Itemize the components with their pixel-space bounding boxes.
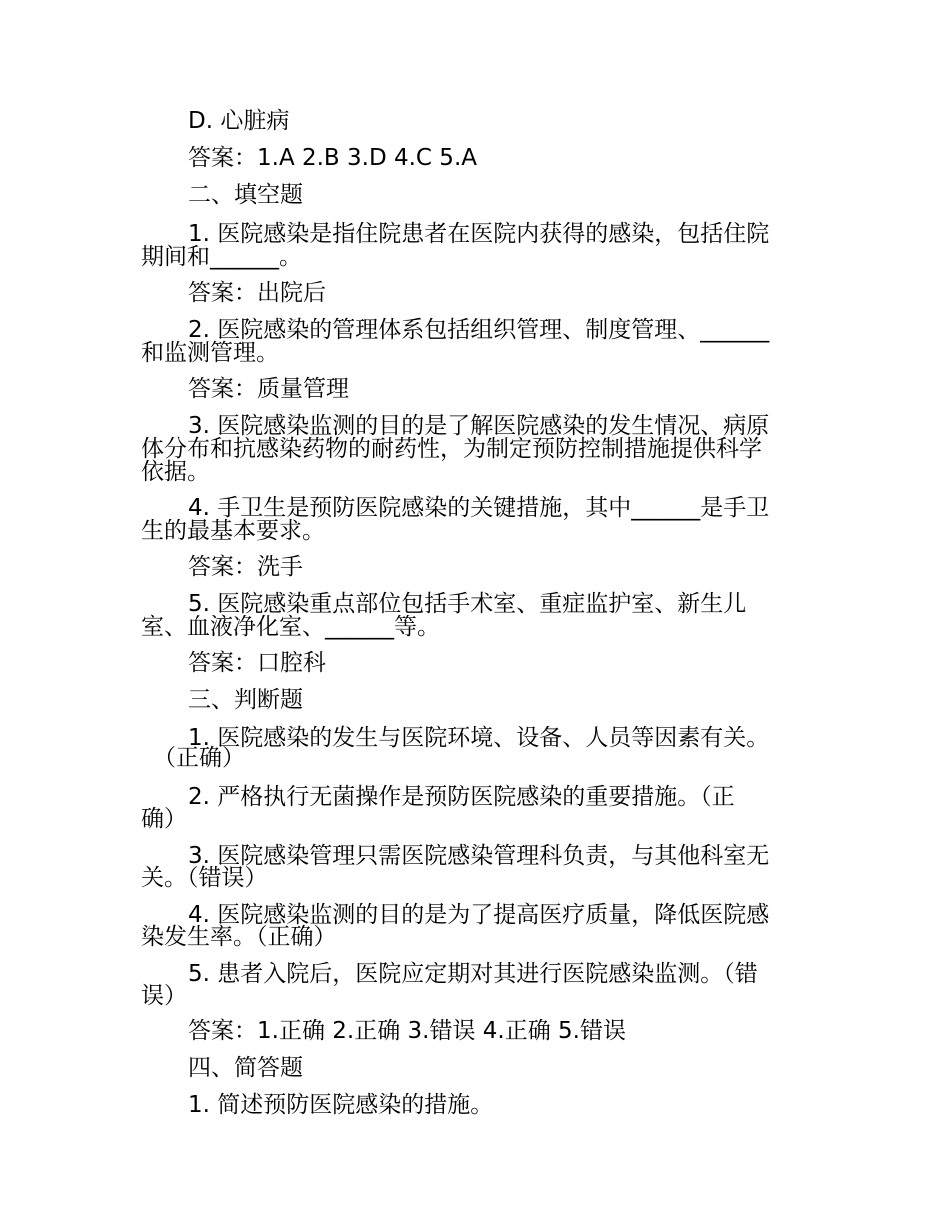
answer-choice: 答案：1.A 2.B 3.D 4.C 5.A bbox=[188, 145, 477, 171]
question-text: 生的最基本要求。 bbox=[141, 518, 325, 544]
answer-text: 答案：出院后 bbox=[188, 280, 326, 306]
question-text: 1. 医院感染的发生与医院环境、设备、人员等因素有关。 bbox=[188, 725, 770, 751]
section-heading-fill-blank: 二、填空题 bbox=[188, 182, 303, 208]
section-heading-true-false: 三、判断题 bbox=[188, 687, 303, 713]
answer-text: 答案：质量管理 bbox=[188, 376, 349, 402]
question-text: 5. 患者入院后，医院应定期对其进行医院感染监测。（错 bbox=[188, 961, 758, 987]
option-d: D. 心脏病 bbox=[188, 108, 290, 134]
answer-true-false: 答案：1.正确 2.正确 3.错误 4.正确 5.错误 bbox=[188, 1018, 626, 1044]
answer-text: 答案：口腔科 bbox=[188, 650, 326, 676]
question-text: （正确） bbox=[153, 745, 245, 771]
question-text: 染发生率。（正确） bbox=[141, 924, 337, 950]
question-text: 误） bbox=[141, 983, 187, 1009]
question-text: 5. 医院感染重点部位包括手术室、重症监护室、新生儿 bbox=[188, 591, 747, 617]
question-text: 室、血液净化室、______等。 bbox=[141, 614, 440, 640]
question-text: 2. 严格执行无菌操作是预防医院感染的重要措施。（正 bbox=[188, 784, 735, 810]
question-text: 1. 医院感染是指住院患者在医院内获得的感染，包括住院 bbox=[188, 221, 770, 247]
section-heading-short-answer: 四、简答题 bbox=[188, 1055, 303, 1081]
question-text: 3. 医院感染管理只需医院感染管理科负责，与其他科室无 bbox=[188, 843, 770, 869]
question-text: 关。（错误） bbox=[141, 865, 268, 891]
answer-text: 答案：洗手 bbox=[188, 554, 303, 580]
question-text: 4. 手卫生是预防医院感染的关键措施，其中______是手卫 bbox=[188, 495, 770, 521]
question-text: 4. 医院感染监测的目的是为了提高医疗质量，降低医院感 bbox=[188, 902, 770, 928]
question-text: 确） bbox=[141, 806, 187, 832]
question-text: 体分布和抗感染药物的耐药性，为制定预防控制措施提供科学 bbox=[141, 436, 762, 462]
question-text: 和监测管理。 bbox=[141, 340, 279, 366]
question-text: 1. 简述预防医院感染的措施。 bbox=[188, 1092, 494, 1118]
question-text: 依据。 bbox=[141, 459, 210, 485]
question-text: 2. 医院感染的管理体系包括组织管理、制度管理、______ bbox=[188, 317, 770, 343]
question-text: 期间和______。 bbox=[141, 244, 302, 270]
question-text: 3. 医院感染监测的目的是了解医院感染的发生情况、病原 bbox=[188, 413, 770, 439]
